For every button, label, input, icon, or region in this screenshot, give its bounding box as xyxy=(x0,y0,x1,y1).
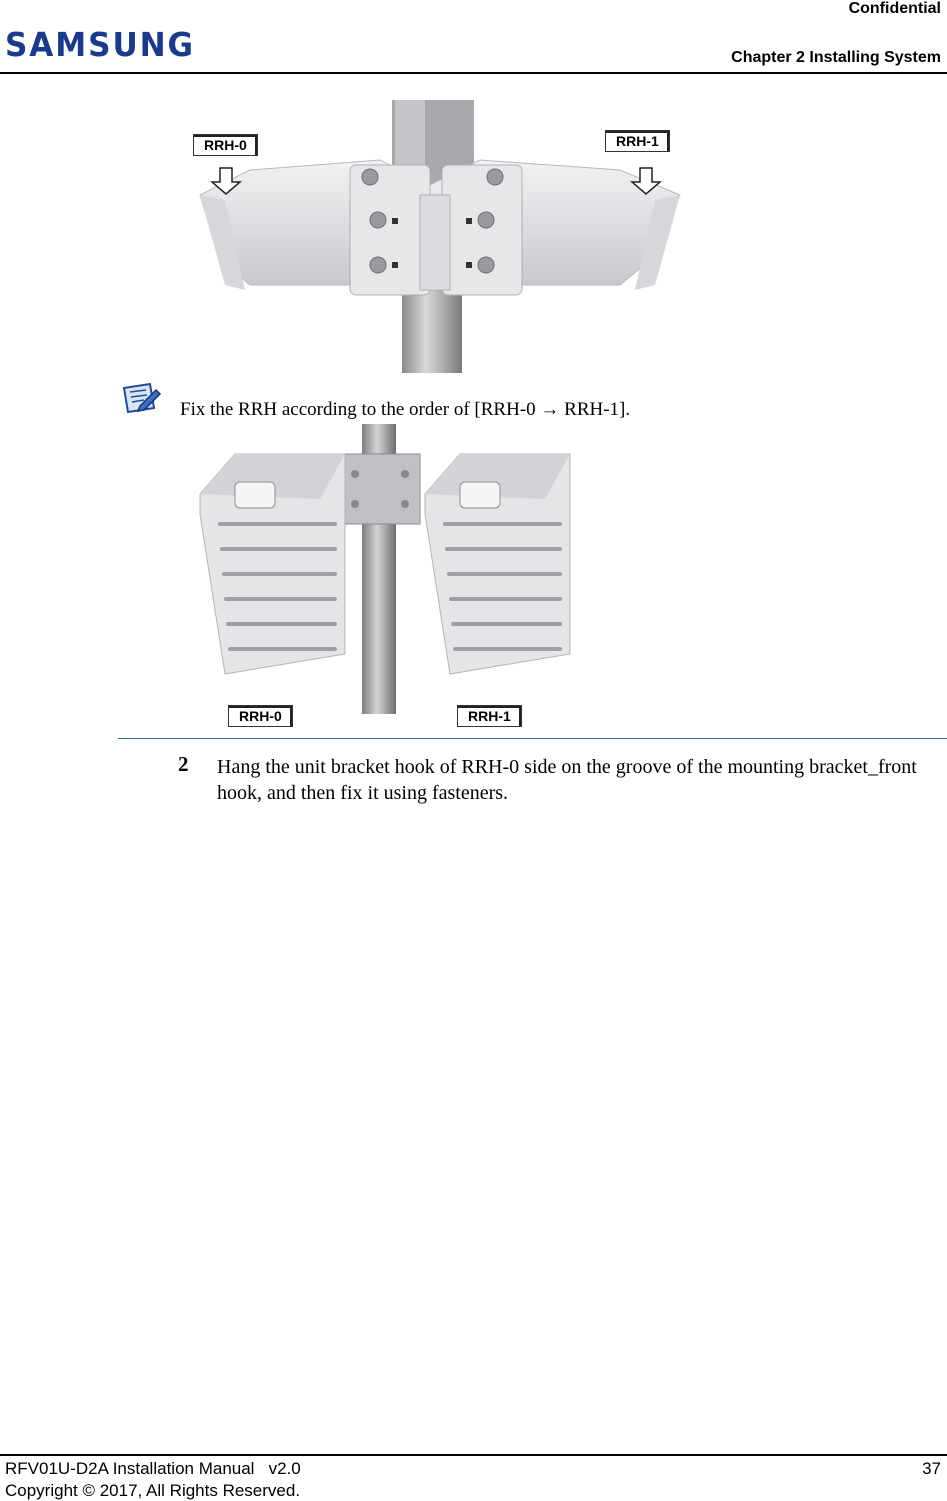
confidential-label: Confidential xyxy=(848,0,941,17)
rrh-units-front-view-figure xyxy=(180,424,600,714)
samsung-logo xyxy=(5,26,200,62)
footer-rule xyxy=(0,1454,947,1456)
header-rule xyxy=(0,72,947,74)
figure1-label-rrh-0: RRH-0 xyxy=(193,134,258,156)
section-rule xyxy=(118,738,947,739)
page-number: 37 xyxy=(922,1459,941,1478)
step-text: Hang the unit bracket hook of RRH-0 side on the groove of the mounting bracket_front hook, and then fix it using fasteners. xyxy=(217,756,917,804)
note-pencil-icon xyxy=(120,382,162,416)
copyright: Copyright © 2017, All Rights Reserved. xyxy=(5,1481,301,1500)
step-number: 2 xyxy=(178,752,189,776)
manual-title: RFV01U-D2A Installation Manual v2.0 xyxy=(5,1459,301,1478)
note-text: Fix the RRH according to the order of [RRH-0 → RRH-1]. xyxy=(180,399,631,420)
svg-text:SAMSUNG: SAMSUNG xyxy=(5,26,195,62)
figure1-label-rrh-1: RRH-1 xyxy=(605,130,670,152)
figure2-label-rrh-0: RRH-0 xyxy=(228,705,293,727)
chapter-title: Chapter 2 Installing System xyxy=(731,49,941,66)
figure2-label-rrh-1: RRH-1 xyxy=(457,705,522,727)
